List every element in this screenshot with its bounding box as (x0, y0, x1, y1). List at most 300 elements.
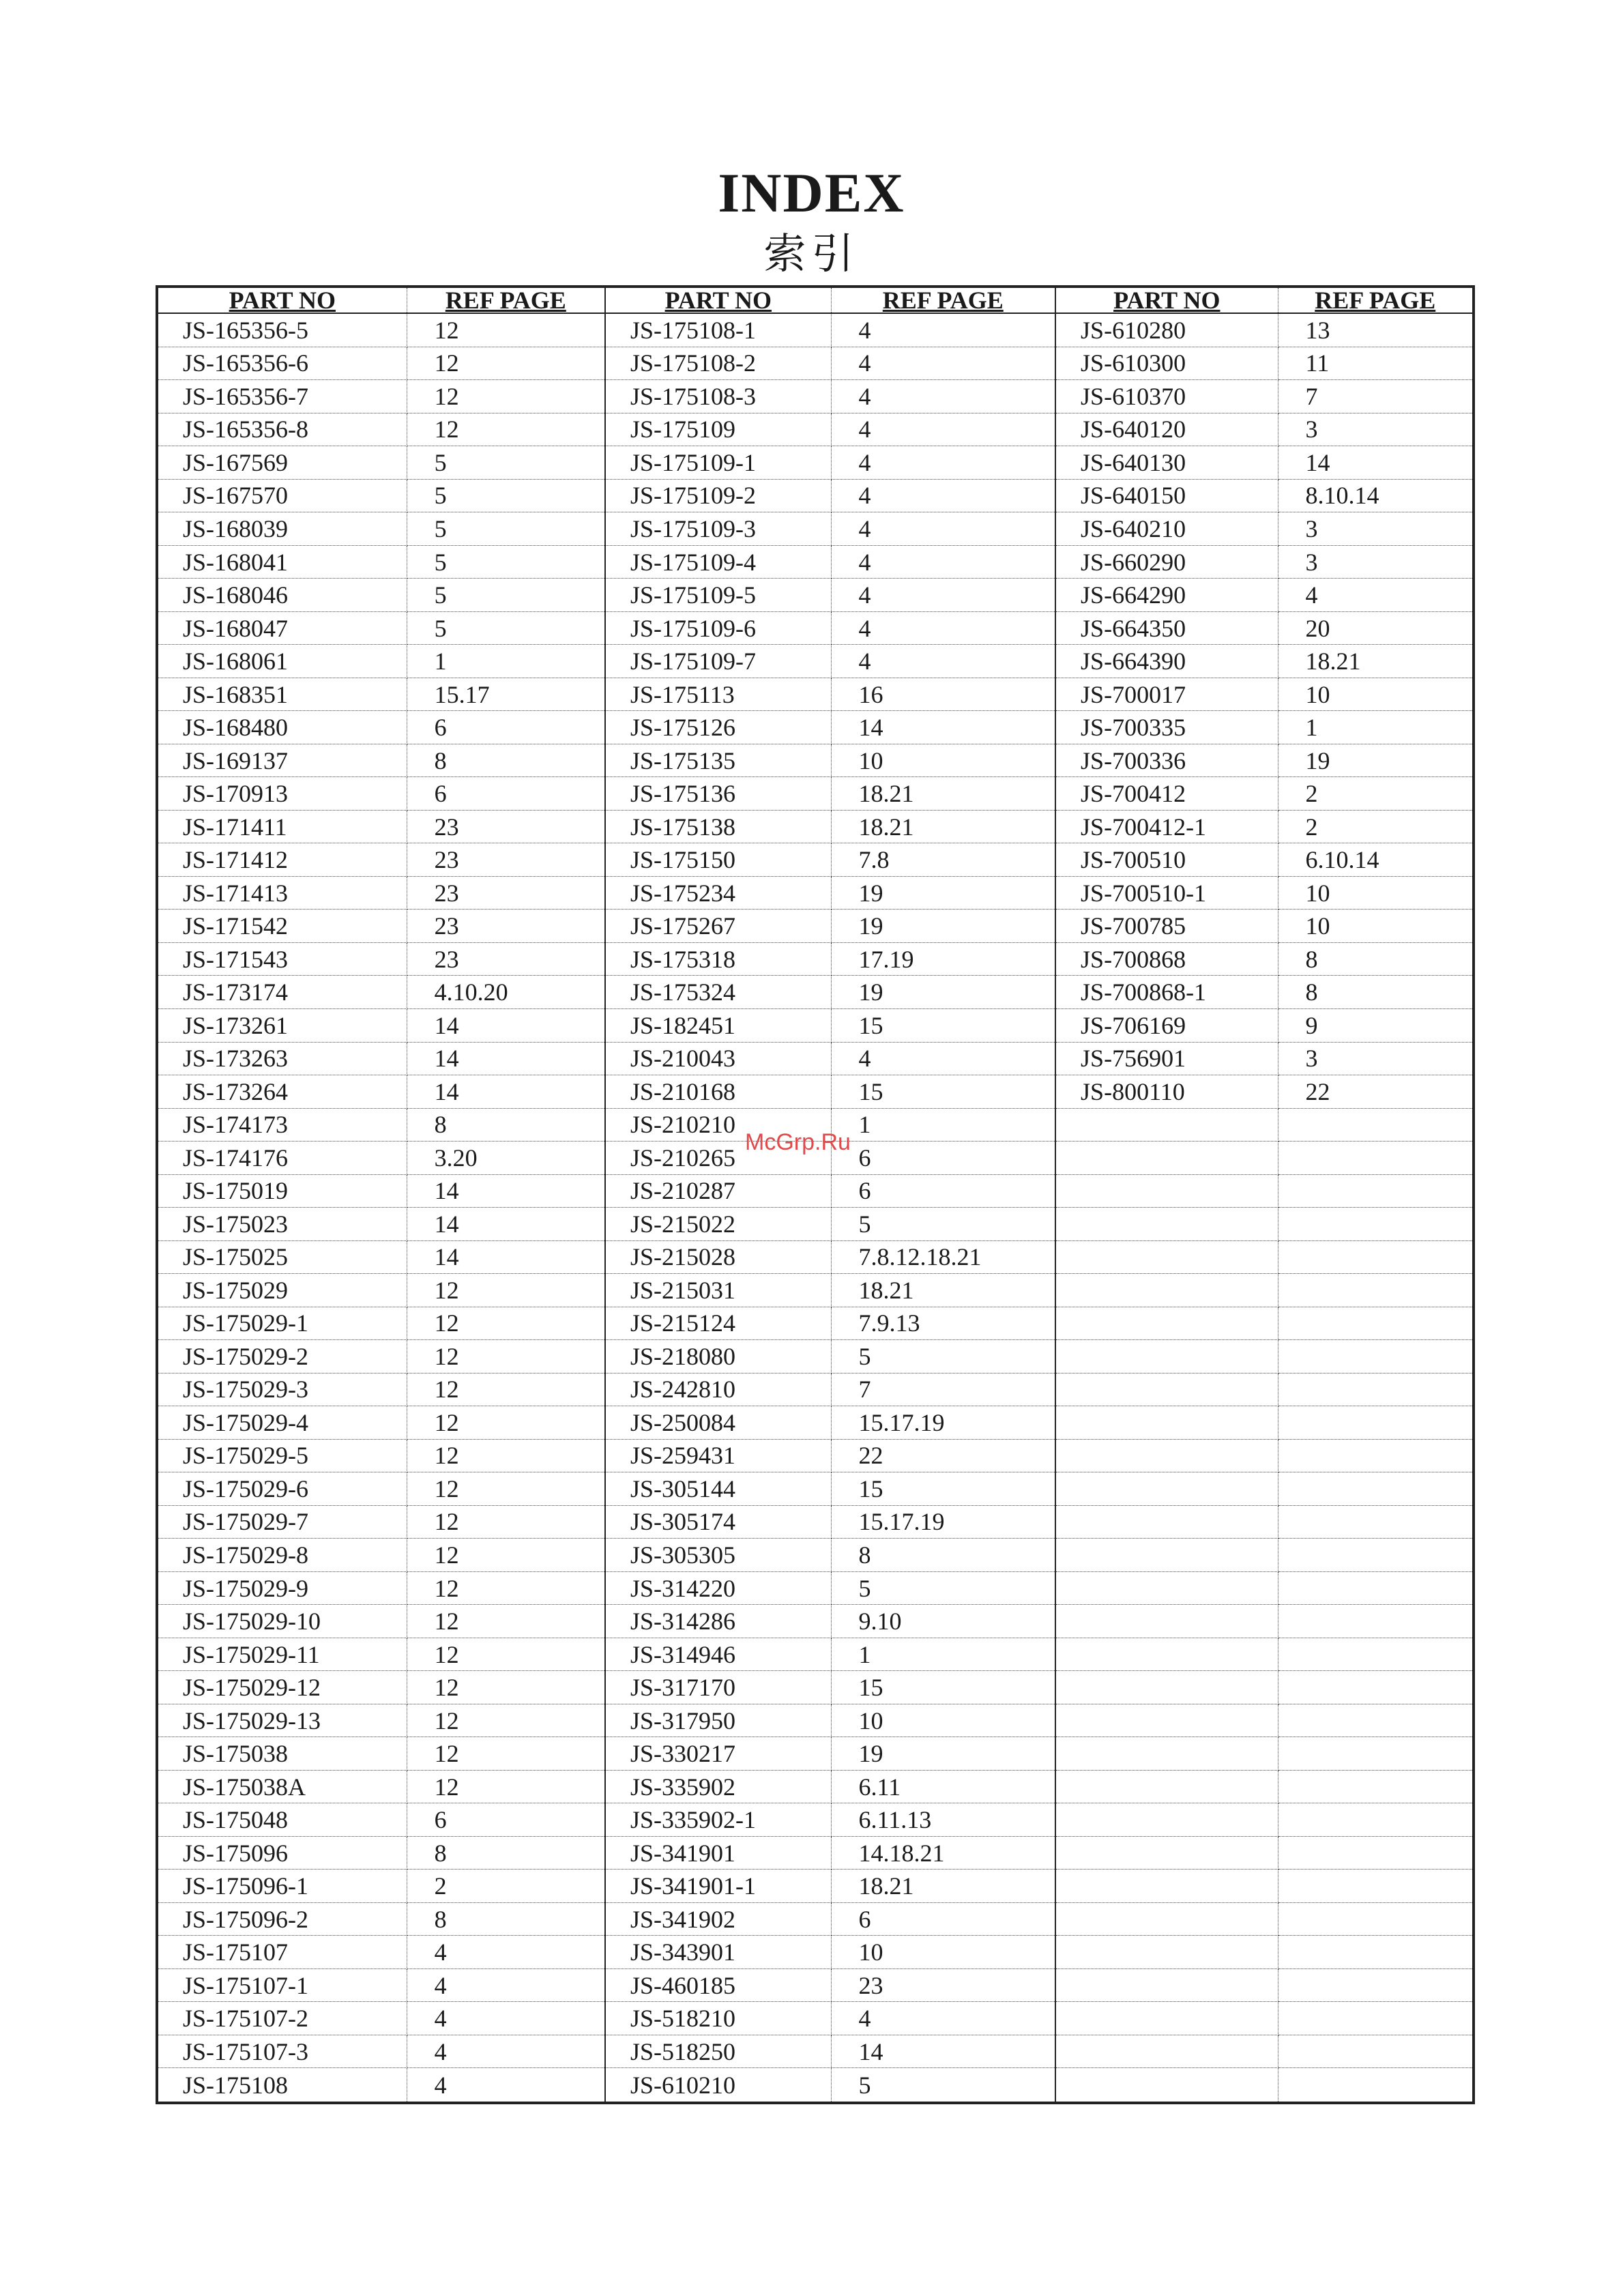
cell-part-no: JS-175025 (157, 1240, 407, 1274)
cell-ref-page: 18.21 (831, 810, 1055, 843)
cell-part-no: JS-175108-3 (605, 380, 831, 413)
table-row (157, 1539, 1474, 1572)
cell-ref-page (1278, 1108, 1474, 1142)
cell-part-no: JS-165356-5 (157, 313, 407, 347)
cell-part-no: JS-210287 (605, 1174, 831, 1208)
table-row (157, 2068, 1474, 2103)
cell-part-no: JS-171413 (157, 876, 407, 910)
cell-ref-page: 14 (407, 1208, 605, 1241)
cell-ref-page: 15 (831, 1671, 1055, 1704)
cell-ref-page: 12 (407, 1671, 605, 1704)
cell-part-no: JS-215124 (605, 1307, 831, 1340)
cell-part-no: JS-341902 (605, 1902, 831, 1936)
cell-ref-page: 20 (1278, 611, 1474, 645)
header-part-no-1: PART NO (157, 287, 407, 313)
cell-ref-page (1278, 1571, 1474, 1605)
table-row (157, 446, 1474, 480)
cell-ref-page: 4 (831, 579, 1055, 612)
cell-part-no: JS-175029-12 (157, 1671, 407, 1704)
cell-part-no: JS-800110 (1055, 1075, 1278, 1109)
table-row (157, 380, 1474, 413)
header-ref-page-1: REF PAGE (407, 287, 605, 313)
cell-ref-page: 7 (1278, 380, 1474, 413)
cell-ref-page: 6.10.14 (1278, 843, 1474, 877)
cell-ref-page: 9 (1278, 1008, 1474, 1042)
cell-part-no: JS-175029-3 (157, 1373, 407, 1406)
cell-ref-page: 8 (407, 1902, 605, 1936)
table-row (157, 413, 1474, 446)
cell-part-no: JS-175023 (157, 1208, 407, 1241)
cell-part-no: JS-167569 (157, 446, 407, 480)
cell-part-no (1055, 1142, 1278, 1175)
cell-part-no (1055, 1571, 1278, 1605)
cell-part-no: JS-305174 (605, 1505, 831, 1539)
cell-ref-page: 5 (407, 611, 605, 645)
cell-part-no: JS-175318 (605, 942, 831, 976)
cell-part-no: JS-175113 (605, 678, 831, 711)
cell-part-no (1055, 1803, 1278, 1837)
cell-part-no: JS-175109-3 (605, 512, 831, 546)
cell-part-no: JS-259431 (605, 1439, 831, 1472)
cell-ref-page: 7 (831, 1373, 1055, 1406)
cell-part-no: JS-610210 (605, 2068, 831, 2103)
cell-ref-page: 6 (831, 1174, 1055, 1208)
cell-part-no: JS-210210 (605, 1108, 831, 1142)
cell-ref-page (1278, 1406, 1474, 1440)
cell-ref-page: 15.17.19 (831, 1406, 1055, 1440)
cell-ref-page: 14 (1278, 446, 1474, 480)
cell-part-no: JS-700017 (1055, 678, 1278, 711)
cell-ref-page: 4 (831, 446, 1055, 480)
cell-part-no (1055, 1605, 1278, 1638)
table-row (157, 579, 1474, 612)
cell-part-no: JS-664390 (1055, 645, 1278, 678)
cell-part-no: JS-700510 (1055, 843, 1278, 877)
cell-ref-page: 5 (407, 512, 605, 546)
cell-ref-page: 12 (407, 380, 605, 413)
cell-ref-page: 1 (831, 1108, 1055, 1142)
cell-part-no: JS-305305 (605, 1539, 831, 1572)
cell-part-no: JS-175029-2 (157, 1340, 407, 1374)
cell-part-no: JS-314946 (605, 1638, 831, 1671)
cell-part-no: JS-175108 (157, 2068, 407, 2103)
cell-ref-page: 19 (1278, 744, 1474, 777)
cell-part-no: JS-173261 (157, 1008, 407, 1042)
cell-ref-page: 12 (407, 1704, 605, 1737)
cell-part-no (1055, 1174, 1278, 1208)
cell-ref-page: 4 (1278, 579, 1474, 612)
table-row (157, 611, 1474, 645)
cell-ref-page: 2 (407, 1870, 605, 1903)
cell-part-no: JS-174173 (157, 1108, 407, 1142)
cell-part-no (1055, 1902, 1278, 1936)
cell-part-no: JS-640210 (1055, 512, 1278, 546)
cell-ref-page: 12 (407, 1307, 605, 1340)
cell-ref-page: 11 (1278, 347, 1474, 380)
cell-part-no: JS-610300 (1055, 347, 1278, 380)
cell-ref-page: 2 (1278, 810, 1474, 843)
header-row (157, 287, 1474, 313)
header-part-no-2: PART NO (605, 287, 831, 313)
cell-part-no: JS-175096 (157, 1836, 407, 1870)
table-row (157, 1406, 1474, 1440)
cell-ref-page: 10 (831, 744, 1055, 777)
cell-part-no: JS-173264 (157, 1075, 407, 1109)
cell-part-no: JS-518210 (605, 2002, 831, 2035)
cell-ref-page: 12 (407, 1373, 605, 1406)
cell-part-no: JS-175108-1 (605, 313, 831, 347)
table-row (157, 744, 1474, 777)
cell-part-no: JS-168351 (157, 678, 407, 711)
cell-ref-page: 19 (831, 876, 1055, 910)
cell-ref-page: 8 (407, 744, 605, 777)
cell-part-no: JS-171412 (157, 843, 407, 877)
cell-ref-page: 12 (407, 1439, 605, 1472)
cell-part-no: JS-343901 (605, 1936, 831, 1969)
cell-ref-page: 23 (407, 942, 605, 976)
cell-ref-page: 12 (407, 347, 605, 380)
cell-ref-page: 12 (407, 1274, 605, 1307)
cell-part-no: JS-175029-9 (157, 1571, 407, 1605)
cell-part-no (1055, 1836, 1278, 1870)
table-row (157, 810, 1474, 843)
table-row (157, 910, 1474, 943)
table-row (157, 1505, 1474, 1539)
cell-ref-page: 5 (407, 579, 605, 612)
cell-ref-page (1278, 1142, 1474, 1175)
cell-part-no: JS-664290 (1055, 579, 1278, 612)
page-title: INDEX (718, 162, 905, 224)
cell-ref-page (1278, 1803, 1474, 1837)
cell-part-no: JS-175109-5 (605, 579, 831, 612)
table-row (157, 843, 1474, 877)
cell-part-no: JS-175029-5 (157, 1439, 407, 1472)
cell-ref-page (1278, 1472, 1474, 1506)
cell-ref-page: 4 (831, 545, 1055, 579)
cell-part-no: JS-175038 (157, 1737, 407, 1771)
table-row (157, 1737, 1474, 1771)
table-row (157, 645, 1474, 678)
cell-ref-page: 4 (831, 313, 1055, 347)
cell-part-no: JS-640120 (1055, 413, 1278, 446)
cell-part-no (1055, 1439, 1278, 1472)
cell-ref-page: 8 (407, 1836, 605, 1870)
table-row (157, 1605, 1474, 1638)
cell-ref-page: 3 (1278, 512, 1474, 546)
cell-part-no (1055, 1307, 1278, 1340)
cell-ref-page: 23 (407, 810, 605, 843)
table-row (157, 1571, 1474, 1605)
cell-ref-page: 4 (831, 645, 1055, 678)
cell-part-no: JS-173174 (157, 976, 407, 1009)
cell-ref-page (1278, 1174, 1474, 1208)
table-row (157, 976, 1474, 1009)
cell-part-no: JS-168041 (157, 545, 407, 579)
cell-part-no: JS-175029-10 (157, 1605, 407, 1638)
cell-ref-page: 14 (831, 2035, 1055, 2068)
cell-ref-page: 22 (1278, 1075, 1474, 1109)
table-row (157, 1274, 1474, 1307)
cell-ref-page: 4 (831, 512, 1055, 546)
watermark: McGrp.Ru (745, 1129, 851, 1155)
table-row (157, 1008, 1474, 1042)
cell-ref-page: 19 (831, 1737, 1055, 1771)
cell-part-no: JS-175048 (157, 1803, 407, 1837)
cell-ref-page (1278, 2002, 1474, 2035)
cell-ref-page (1278, 1968, 1474, 2002)
cell-part-no (1055, 1240, 1278, 1274)
cell-part-no (1055, 1505, 1278, 1539)
table-row (157, 1307, 1474, 1340)
cell-ref-page (1278, 1373, 1474, 1406)
cell-ref-page (1278, 1307, 1474, 1340)
cell-part-no: JS-660290 (1055, 545, 1278, 579)
cell-part-no: JS-168061 (157, 645, 407, 678)
cell-part-no: JS-330217 (605, 1737, 831, 1771)
cell-part-no (1055, 1340, 1278, 1374)
cell-ref-page (1278, 1505, 1474, 1539)
cell-part-no (1055, 1373, 1278, 1406)
cell-part-no: JS-175109-6 (605, 611, 831, 645)
cell-ref-page: 4 (831, 1042, 1055, 1075)
cell-ref-page: 7.8 (831, 843, 1055, 877)
cell-part-no: JS-700868-1 (1055, 976, 1278, 1009)
cell-part-no: JS-175107-1 (157, 1968, 407, 2002)
cell-ref-page: 14 (407, 1042, 605, 1075)
table-row (157, 1373, 1474, 1406)
cell-ref-page: 1 (831, 1638, 1055, 1671)
cell-part-no: JS-175019 (157, 1174, 407, 1208)
cell-part-no (1055, 2035, 1278, 2068)
cell-ref-page: 4 (831, 380, 1055, 413)
cell-ref-page (1278, 1208, 1474, 1241)
cell-ref-page: 10 (831, 1704, 1055, 1737)
cell-part-no: JS-314286 (605, 1605, 831, 1638)
cell-part-no: JS-700336 (1055, 744, 1278, 777)
cell-part-no: JS-706169 (1055, 1008, 1278, 1042)
cell-part-no: JS-175029-7 (157, 1505, 407, 1539)
cell-ref-page: 15.17.19 (831, 1505, 1055, 1539)
cell-ref-page: 10 (1278, 910, 1474, 943)
cell-part-no: JS-175029-4 (157, 1406, 407, 1440)
cell-ref-page: 10 (1278, 876, 1474, 910)
cell-part-no (1055, 1704, 1278, 1737)
cell-part-no: JS-171411 (157, 810, 407, 843)
cell-ref-page: 19 (831, 910, 1055, 943)
cell-part-no: JS-170913 (157, 777, 407, 811)
table-row (157, 1174, 1474, 1208)
cell-ref-page: 3 (1278, 1042, 1474, 1075)
cell-ref-page: 14 (831, 711, 1055, 744)
table-row (157, 678, 1474, 711)
cell-ref-page: 12 (407, 413, 605, 446)
cell-ref-page: 12 (407, 1638, 605, 1671)
table-row (157, 1936, 1474, 1969)
table-row (157, 1439, 1474, 1472)
cell-ref-page: 12 (407, 1605, 605, 1638)
cell-part-no: JS-175109-1 (605, 446, 831, 480)
cell-part-no: JS-175135 (605, 744, 831, 777)
cell-part-no: JS-175267 (605, 910, 831, 943)
cell-ref-page: 23 (407, 910, 605, 943)
cell-ref-page: 8.10.14 (1278, 479, 1474, 512)
cell-ref-page: 4 (831, 2002, 1055, 2035)
cell-ref-page: 7.9.13 (831, 1307, 1055, 1340)
cell-ref-page: 15 (831, 1075, 1055, 1109)
table-row (157, 711, 1474, 744)
cell-ref-page: 4 (407, 2068, 605, 2103)
cell-part-no: JS-167570 (157, 479, 407, 512)
cell-ref-page: 15 (831, 1472, 1055, 1506)
cell-part-no: JS-700412 (1055, 777, 1278, 811)
table-row (157, 876, 1474, 910)
cell-ref-page: 14 (407, 1174, 605, 1208)
cell-part-no: JS-341901 (605, 1836, 831, 1870)
cell-ref-page: 18.21 (831, 777, 1055, 811)
cell-part-no: JS-169137 (157, 744, 407, 777)
cell-part-no: JS-335902 (605, 1770, 831, 1803)
table-row (157, 1902, 1474, 1936)
cell-part-no: JS-175107-2 (157, 2002, 407, 2035)
cell-ref-page: 8 (1278, 942, 1474, 976)
cell-ref-page: 6.11.13 (831, 1803, 1055, 1837)
cell-part-no: JS-175109-7 (605, 645, 831, 678)
cell-part-no: JS-518250 (605, 2035, 831, 2068)
cell-ref-page: 9.10 (831, 1605, 1055, 1638)
cell-ref-page: 4 (831, 413, 1055, 446)
cell-ref-page: 5 (831, 1208, 1055, 1241)
cell-part-no (1055, 1208, 1278, 1241)
cell-ref-page (1278, 1770, 1474, 1803)
cell-ref-page: 12 (407, 1571, 605, 1605)
cell-part-no: JS-317170 (605, 1671, 831, 1704)
table-row (157, 2002, 1474, 2035)
cell-ref-page (1278, 1836, 1474, 1870)
cell-part-no (1055, 2068, 1278, 2103)
cell-part-no (1055, 1671, 1278, 1704)
cell-part-no: JS-700510-1 (1055, 876, 1278, 910)
cell-ref-page: 23 (831, 1968, 1055, 2002)
cell-ref-page (1278, 1704, 1474, 1737)
cell-part-no (1055, 1406, 1278, 1440)
cell-part-no: JS-210265 (605, 1142, 831, 1175)
cell-part-no: JS-215028 (605, 1240, 831, 1274)
cell-part-no (1055, 1870, 1278, 1903)
cell-ref-page: 8 (831, 1539, 1055, 1572)
cell-part-no: JS-640150 (1055, 479, 1278, 512)
page-subtitle: 索引 (763, 231, 860, 278)
cell-ref-page: 12 (407, 1770, 605, 1803)
cell-ref-page (1278, 1870, 1474, 1903)
table-row (157, 1208, 1474, 1241)
cell-part-no: JS-175109 (605, 413, 831, 446)
header-ref-page-3: REF PAGE (1278, 287, 1474, 313)
cell-part-no: JS-171543 (157, 942, 407, 976)
cell-part-no (1055, 1770, 1278, 1803)
cell-ref-page: 23 (407, 876, 605, 910)
header-part-no-3: PART NO (1055, 287, 1278, 313)
cell-ref-page: 23 (407, 843, 605, 877)
cell-ref-page (1278, 1638, 1474, 1671)
cell-part-no: JS-175029-11 (157, 1638, 407, 1671)
cell-ref-page: 4 (407, 2035, 605, 2068)
cell-part-no: JS-610370 (1055, 380, 1278, 413)
cell-part-no: JS-700335 (1055, 711, 1278, 744)
cell-ref-page (1278, 1671, 1474, 1704)
cell-ref-page: 18.21 (1278, 645, 1474, 678)
cell-ref-page: 5 (407, 479, 605, 512)
cell-part-no: JS-175038A (157, 1770, 407, 1803)
cell-ref-page: 12 (407, 1737, 605, 1771)
cell-ref-page: 5 (831, 2068, 1055, 2103)
cell-ref-page: 5 (407, 446, 605, 480)
cell-ref-page (1278, 1539, 1474, 1572)
cell-ref-page: 14.18.21 (831, 1836, 1055, 1870)
table-row (157, 1704, 1474, 1737)
cell-ref-page: 5 (831, 1571, 1055, 1605)
cell-ref-page: 12 (407, 1472, 605, 1506)
cell-part-no (1055, 1638, 1278, 1671)
cell-part-no: JS-182451 (605, 1008, 831, 1042)
cell-part-no: JS-175107 (157, 1936, 407, 1969)
cell-ref-page: 1 (407, 645, 605, 678)
cell-part-no: JS-250084 (605, 1406, 831, 1440)
cell-ref-page: 13 (1278, 313, 1474, 347)
cell-part-no: JS-175029-1 (157, 1307, 407, 1340)
table-row (157, 1870, 1474, 1903)
cell-part-no: JS-460185 (605, 1968, 831, 2002)
table-row (157, 1968, 1474, 2002)
cell-ref-page: 6 (831, 1142, 1055, 1175)
cell-ref-page (1278, 1902, 1474, 1936)
cell-part-no: JS-168480 (157, 711, 407, 744)
cell-ref-page (1278, 1240, 1474, 1274)
cell-ref-page: 4 (407, 1936, 605, 1969)
cell-ref-page: 12 (407, 313, 605, 347)
cell-part-no: JS-175107-3 (157, 2035, 407, 2068)
cell-part-no: JS-174176 (157, 1142, 407, 1175)
cell-ref-page: 17.19 (831, 942, 1055, 976)
cell-part-no: JS-215022 (605, 1208, 831, 1241)
cell-part-no: JS-175096-1 (157, 1870, 407, 1903)
cell-part-no: JS-317950 (605, 1704, 831, 1737)
cell-ref-page: 15 (831, 1008, 1055, 1042)
cell-part-no: JS-640130 (1055, 446, 1278, 480)
cell-part-no: JS-175029-13 (157, 1704, 407, 1737)
cell-part-no: JS-175109-2 (605, 479, 831, 512)
cell-ref-page: 2 (1278, 777, 1474, 811)
cell-ref-page (1278, 2035, 1474, 2068)
table-row (157, 347, 1474, 380)
cell-part-no: JS-175126 (605, 711, 831, 744)
index-table (156, 285, 1475, 2104)
cell-part-no: JS-175324 (605, 976, 831, 1009)
cell-ref-page: 14 (407, 1008, 605, 1042)
cell-part-no: JS-165356-8 (157, 413, 407, 446)
cell-ref-page: 6.11 (831, 1770, 1055, 1803)
cell-part-no: JS-175234 (605, 876, 831, 910)
cell-ref-page (1278, 1340, 1474, 1374)
cell-ref-page: 6 (407, 777, 605, 811)
cell-ref-page: 8 (1278, 976, 1474, 1009)
cell-part-no (1055, 1936, 1278, 1969)
cell-ref-page: 18.21 (831, 1870, 1055, 1903)
cell-ref-page (1278, 2068, 1474, 2103)
cell-part-no: JS-210168 (605, 1075, 831, 1109)
cell-part-no: JS-215031 (605, 1274, 831, 1307)
cell-ref-page (1278, 1936, 1474, 1969)
cell-ref-page: 12 (407, 1539, 605, 1572)
